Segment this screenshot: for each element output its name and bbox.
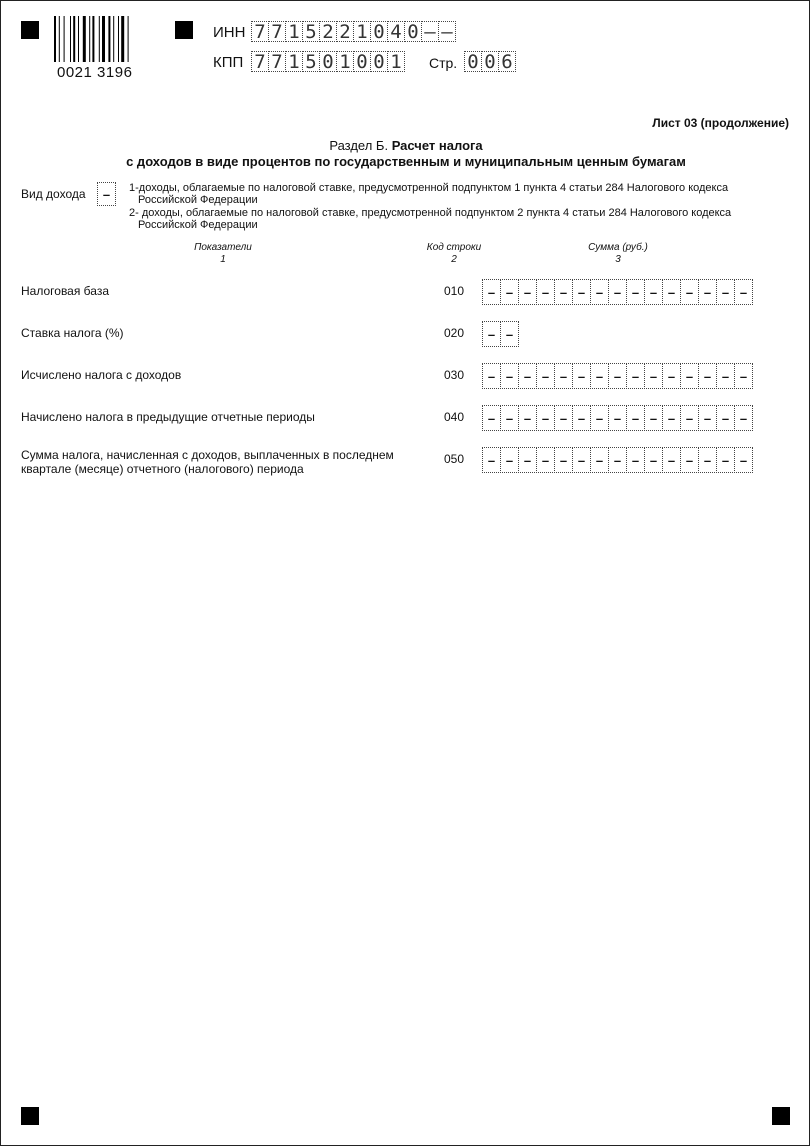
barcode-bar [89, 16, 90, 62]
row-label-050: Сумма налога, начисленная с доходов, выплаченных в последнем квартале (месяце) отчетного (налогового) периода [21, 448, 394, 476]
amount-cell[interactable]: – [716, 363, 735, 389]
row-amount-field-050[interactable] [482, 447, 752, 473]
row-label-020: Ставка налога (%) [21, 326, 124, 340]
inn-cells-cell: 0 [370, 21, 388, 42]
amount-cell[interactable]: – [536, 279, 555, 305]
barcode-bar [59, 16, 60, 62]
income-option-1-line2: Российской Федерации [138, 194, 258, 206]
row-amount-field-030[interactable] [482, 363, 752, 389]
amount-cell[interactable]: – [734, 447, 753, 473]
amount-cell[interactable]: – [716, 405, 735, 431]
amount-cell[interactable]: – [554, 279, 573, 305]
row-code-020: 020 [444, 326, 465, 340]
inn-cells-cell: 5 [302, 21, 320, 42]
inn-cells-cell: 2 [336, 21, 354, 42]
kpp-cells-cell: 0 [370, 51, 388, 72]
barcode-bar [83, 16, 86, 62]
income-option-2-line1: 2- доходы, облагаемые по налоговой ставке, предусмотренной подпунктом 2 пункта 4 статьи 284 Налогового кодекса [129, 207, 732, 219]
amount-cell[interactable]: – [626, 363, 645, 389]
barcode-bar [92, 16, 94, 62]
amount-cell[interactable]: – [608, 447, 627, 473]
amount-cell[interactable]: – [554, 405, 573, 431]
page-cells-cell: 0 [464, 51, 482, 72]
amount-cell[interactable]: – [518, 405, 537, 431]
amount-cell[interactable]: – [518, 279, 537, 305]
income-type-label: Вид дохода [21, 187, 86, 201]
barcode-bar [118, 16, 119, 62]
inn-cells [251, 21, 455, 42]
page-number-cells [464, 51, 515, 72]
row-amount-field-020[interactable] [482, 321, 518, 347]
inn-cells-cell: 4 [387, 21, 405, 42]
kpp-cells-cell: 5 [302, 51, 320, 72]
barcode-bar [113, 16, 114, 62]
amount-cell[interactable]: – [590, 447, 609, 473]
amount-cell[interactable]: – [482, 405, 501, 431]
inn-label: ИНН [213, 24, 246, 41]
barcode-bar [99, 16, 100, 62]
amount-cell[interactable]: – [680, 363, 699, 389]
inn-cells-cell: 7 [251, 21, 269, 42]
income-option-1-line1: 1-доходы, облагаемые по налоговой ставке, предусмотренной подпунктом 1 пункта 4 статьи 284 Налогового кодекса [129, 182, 729, 194]
amount-cell[interactable]: – [626, 279, 645, 305]
row-label-040: Начислено налога в предыдущие отчетные периоды [21, 410, 315, 424]
amount-cell[interactable]: – [482, 363, 501, 389]
row-code-040: 040 [444, 410, 465, 424]
amount-cell[interactable]: – [572, 405, 591, 431]
amount-cell[interactable]: – [482, 321, 501, 347]
amount-cell[interactable]: – [698, 447, 717, 473]
amount-cell[interactable]: – [698, 363, 717, 389]
amount-cell[interactable]: – [554, 363, 573, 389]
page-cells-cell: 6 [498, 51, 516, 72]
amount-cell[interactable]: – [680, 405, 699, 431]
amount-cell[interactable]: – [536, 363, 555, 389]
income-option-2-line2: Российской Федерации [138, 219, 258, 231]
amount-cell[interactable]: – [716, 447, 735, 473]
barcode-bar [102, 16, 105, 62]
amount-cell[interactable]: – [500, 321, 519, 347]
barcode [54, 16, 156, 68]
amount-cell[interactable]: – [572, 279, 591, 305]
amount-cell[interactable]: – [608, 279, 627, 305]
amount-cell[interactable]: – [626, 405, 645, 431]
kpp-cells-cell: 7 [251, 51, 269, 72]
amount-cell[interactable]: – [680, 279, 699, 305]
inn-cells-cell: 1 [285, 21, 303, 42]
barcode-bar [70, 16, 71, 62]
amount-cell[interactable]: – [608, 405, 627, 431]
amount-cell[interactable]: – [662, 447, 681, 473]
column-header-line-code: Код строки 2 [426, 242, 482, 265]
amount-cell[interactable]: – [590, 405, 609, 431]
corner-marker-top-left [21, 21, 39, 39]
kpp-cells-cell: 7 [268, 51, 286, 72]
amount-cell[interactable]: – [500, 405, 519, 431]
inn-cells-cell: – [438, 21, 456, 42]
amount-cell[interactable]: – [518, 447, 537, 473]
section-prefix: Раздел Б. [329, 138, 389, 153]
kpp-cells [251, 51, 404, 72]
amount-cell[interactable]: – [482, 447, 501, 473]
amount-cell[interactable]: – [482, 279, 501, 305]
inn-cells-cell: 7 [268, 21, 286, 42]
barcode-bar [108, 16, 110, 62]
barcode-number: 0021 3196 [57, 64, 133, 81]
barcode-bar [73, 16, 75, 62]
row-code-050: 050 [444, 452, 465, 466]
amount-cell[interactable]: – [698, 405, 717, 431]
inn-cells-cell: 0 [404, 21, 422, 42]
kpp-cells-cell: 0 [319, 51, 337, 72]
amount-cell[interactable]: – [590, 363, 609, 389]
kpp-cells-cell: 1 [285, 51, 303, 72]
amount-cell[interactable]: – [734, 279, 753, 305]
inn-cells-cell: 2 [319, 21, 337, 42]
amount-cell[interactable]: – [554, 447, 573, 473]
row-amount-field-010[interactable] [482, 279, 752, 305]
barcode-bar [54, 16, 56, 62]
barcode-bar [121, 16, 124, 62]
row-code-030: 030 [444, 368, 465, 382]
kpp-cells-cell: 0 [353, 51, 371, 72]
section-title-bold: Расчет налога [391, 138, 483, 153]
page-label: Стр. [429, 55, 458, 71]
kpp-cells-cell: 1 [387, 51, 405, 72]
corner-marker-bottom-right [772, 1107, 790, 1125]
barcode-bar [64, 16, 65, 62]
section-title [1, 138, 810, 153]
sheet-label: Лист 03 (продолжение) [652, 116, 789, 130]
kpp-label: КПП [213, 54, 244, 71]
inn-cells-cell: – [421, 21, 439, 42]
amount-cell[interactable]: – [626, 447, 645, 473]
amount-cell[interactable]: – [734, 405, 753, 431]
amount-cell[interactable]: – [590, 279, 609, 305]
page-cells-cell: 0 [481, 51, 499, 72]
corner-marker-bottom-left [21, 1107, 39, 1125]
row-amount-field-040[interactable] [482, 405, 752, 431]
corner-marker-top-right [175, 21, 193, 39]
amount-cell[interactable]: – [662, 405, 681, 431]
amount-cell[interactable]: – [500, 279, 519, 305]
amount-cell[interactable]: – [734, 363, 753, 389]
amount-cell[interactable]: – [572, 447, 591, 473]
amount-cell[interactable]: – [536, 447, 555, 473]
amount-cell[interactable]: – [698, 279, 717, 305]
kpp-cells-cell: 1 [336, 51, 354, 72]
amount-cell[interactable]: – [644, 447, 663, 473]
income-type-field[interactable]: – [97, 182, 116, 206]
amount-cell[interactable]: – [662, 363, 681, 389]
barcode-bar [78, 16, 79, 62]
amount-cell[interactable]: – [644, 405, 663, 431]
amount-cell[interactable]: – [500, 447, 519, 473]
amount-cell[interactable]: – [644, 279, 663, 305]
amount-cell[interactable]: – [644, 363, 663, 389]
amount-cell[interactable]: – [572, 363, 591, 389]
row-code-010: 010 [444, 284, 465, 298]
column-header-indicators: Показатели 1 [194, 242, 252, 265]
barcode-bar [128, 16, 129, 62]
amount-cell[interactable]: – [536, 405, 555, 431]
amount-cell[interactable]: – [518, 363, 537, 389]
amount-cell[interactable]: – [608, 363, 627, 389]
column-header-amount: Сумма (руб.) 3 [588, 242, 648, 265]
amount-cell[interactable]: – [680, 447, 699, 473]
row-label-030: Исчислено налога с доходов [21, 368, 182, 382]
inn-cells-cell: 1 [353, 21, 371, 42]
row-label-010: Налоговая база [21, 284, 109, 298]
amount-cell[interactable]: – [500, 363, 519, 389]
section-subtitle: с доходов в виде процентов по государственным и муниципальным ценным бумагам [126, 154, 686, 169]
amount-cell[interactable]: – [716, 279, 735, 305]
amount-cell[interactable]: – [662, 279, 681, 305]
